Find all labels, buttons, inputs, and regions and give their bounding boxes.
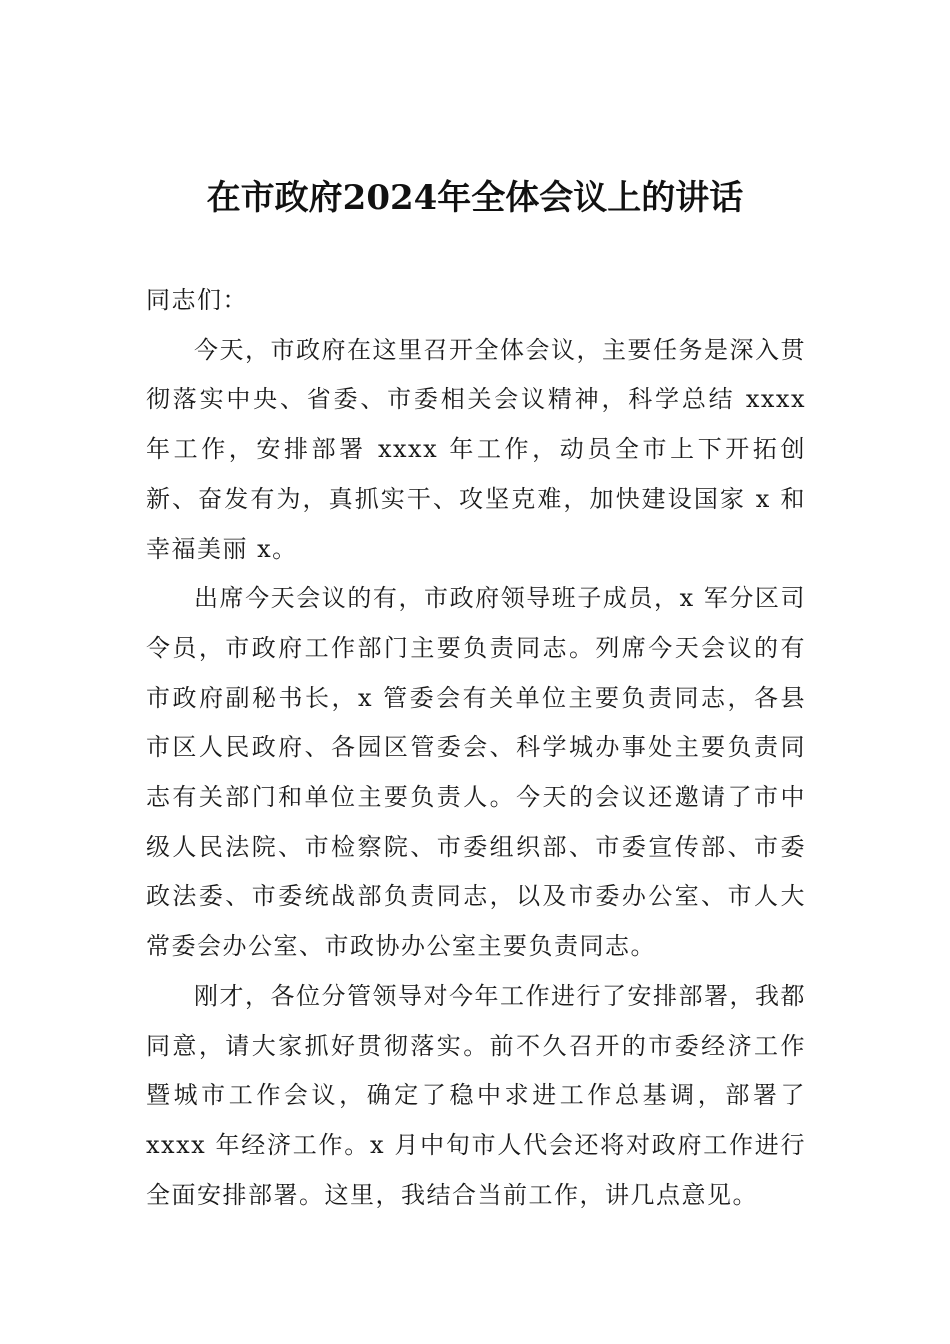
paragraph-opening: 今天，市政府在这里召开全体会议，主要任务是深入贯彻落实中央、省委、市委相关会议精神，科学总结 xxxx 年工作，安排部署 xxxx 年工作，动员全市上下开拓创新、奋发有为，真抓实干、攻坚克难，加快建设国家 x 和幸福美丽 x。 xyxy=(146,335,806,563)
document-title: 在市政府2024年全体会议上的讲话 xyxy=(206,178,744,218)
document-body xyxy=(146,276,806,1220)
paragraph-attendees: 出席今天会议的有，市政府领导班子成员，x 军分区司令员，市政府工作部门主要负责同志。列席今天会议的有市政府副秘书长，x 管委会有关单位主要负责同志，各县市区人民政府、各园区管委会、科学城办事处主要负责同志有关部门和单位主要负责人。今天的会议还邀请了市中级人民法院、市检察院、市委组织部、市委宣传部、市委政法委、市委统战部负责同志，以及市委办公室、市人大常委会办公室、市政协办公室主要负责同志。 xyxy=(146,584,806,961)
paragraph-arrangements: 刚才，各位分管领导对今年工作进行了安排部署，我都同意，请大家抓好贯彻落实。前不久召开的市委经济工作暨城市工作会议，确定了稳中求进工作总基调，部署了 xxxx 年经济工作。x 月中旬市人代会还将对政府工作进行全面安排部署。这里，我结合当前工作，讲几点意见。 xyxy=(146,981,806,1209)
salutation: 同志们： xyxy=(146,286,248,314)
